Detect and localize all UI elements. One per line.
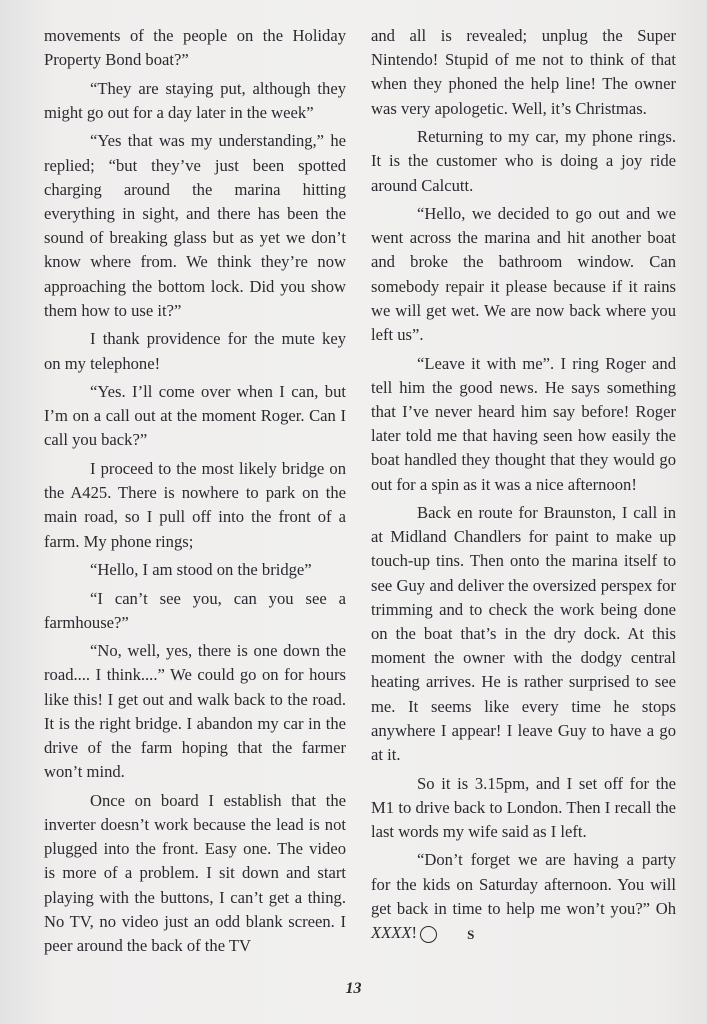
page-number: 13 [345,980,362,997]
paragraph: Once on board I establish that the inverter doesn’t work because the lead is not plugged into the front. Easy one. The video is more of a problem. I sit down and start playing with the buttons, I can’t get a thing. No TV, no video just an odd blank screen. I peer around the back of the TV [44,790,346,955]
paragraph: I thank providence for the mute key on my telephone! [44,329,346,373]
paragraph: Returning to my car, my phone rings. It is the customer who is doing a joy ride around Calcutt. [371,127,676,195]
paragraph: I proceed to the most likely bridge on the A425. There is nowhere to park on the main road, so I pull off into the front of a farm. My phone rings; [44,458,346,551]
paragraph: “Hello, I am stood on the bridge” [90,560,312,580]
paragraph: So it is 3.15pm, and I set off for the M1 to drive back to London. Then I recall the last words my wife said as I left. [371,773,676,841]
paragraph: “No, well, yes, there is one down the road.... I think....” We could go on for hours like this! I get out and walk back to the road. It is the right bridge. I abandon my car in the drive of the farm hoping that the farmer won’t mind. [44,641,346,782]
paragraph: “Hello, we decided to go out and we went across the marina and hit another boat and broke the bathroom window. Can somebody repair it please because if it rains we will get wet. We are now back where you left us”. [371,204,676,345]
paragraph: Back en route for Braunston, I call in at Midland Chandlers for paint to make up touch-up tins. Then onto the marina itself to see Guy and deliver the oversized perspex for trimming and to check the work being done on the boat that’s in the dry dock. At this moment the owner with the dodgy central heating arrives. He is rather surprised to see me. It seems like every time he stops anywhere I appear! I leave Guy to have a go at it. [371,503,676,765]
final-text: “Don’t forget we are having a party for the kids on Saturday afternoon. You will get back in time to help me won’t you?” Oh XXXX! [371,850,676,943]
end-of-article-mark-icon: S [420,926,437,943]
paragraph: and all is revealed; unplug the Super Nintendo! Stupid of me not to think of that when they phoned the help line! The owner was very apologetic. Well, it’s Christmas. [371,26,676,118]
paragraph-final [371,848,676,945]
paragraph: “Yes that was my understanding,” he replied; “but they’ve just been spotted charging around the marina hitting everything in sight, and there has been the sound of breaking glass but as yet we don’t know where from. We think they’re now approaching the bottom lock. Did you show them how to use it?” [44,131,346,320]
paragraph: “I can’t see you, can you see a farmhouse?” [44,588,346,632]
paragraph: “Leave it with me”. I ring Roger and tell him the good news. He says something that I’ve never heard him say before! Roger later told me that having seen how easily the boat handled they thought that they would go out for a spin as it was a nice afternoon! [371,353,676,494]
paragraph: “They are staying put, although they might go out for a day later in the week” [44,78,346,122]
right-column [371,24,676,950]
paragraph: movements of the people on the Holiday Property Bond boat?” [44,26,346,70]
paragraph: “Yes. I’ll come over when I can, but I’m on a call out at the moment Roger. Can I call you back?” [44,382,346,450]
left-column [44,24,346,962]
